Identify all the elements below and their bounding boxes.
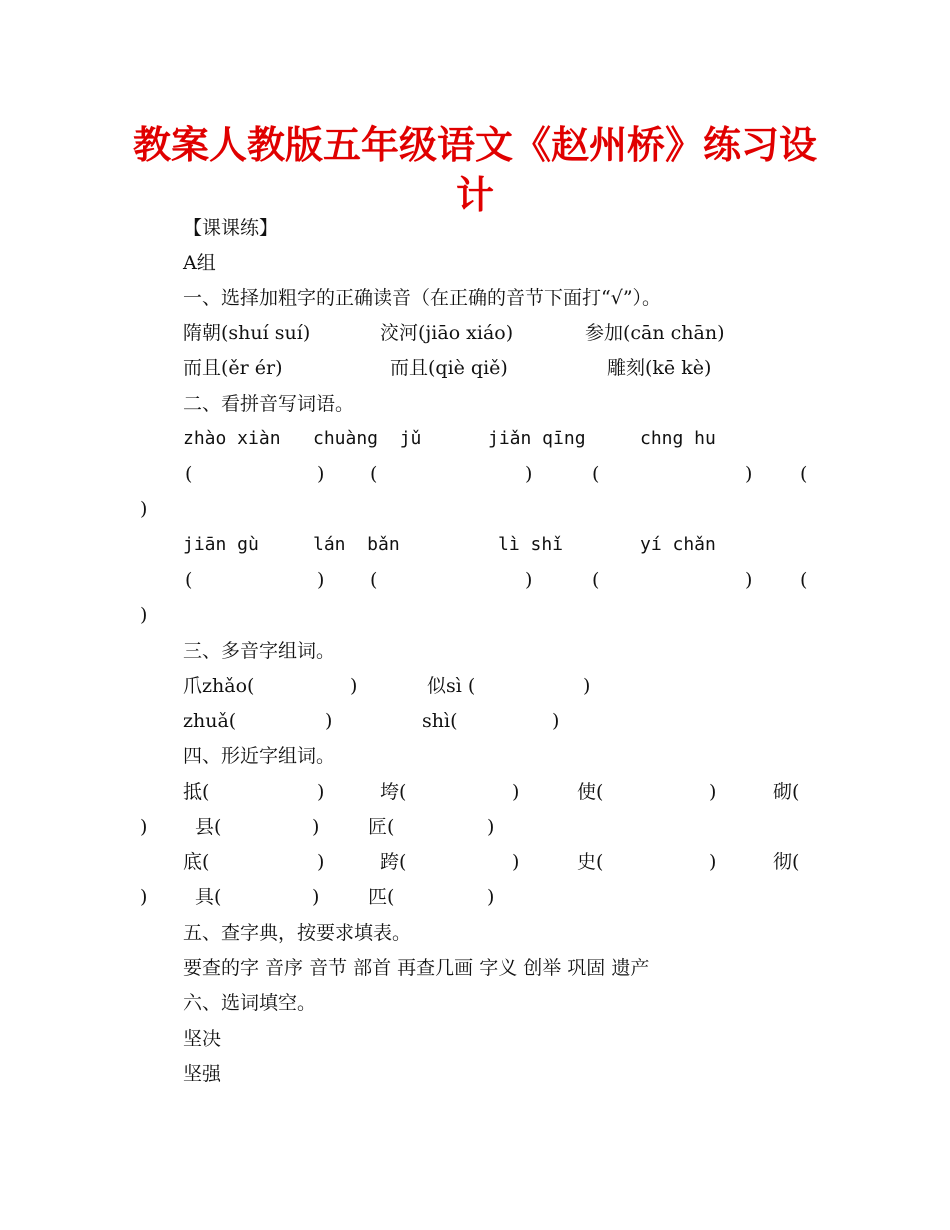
answer-blank-close: ) <box>525 463 533 485</box>
q4-item-close: ) <box>317 851 325 873</box>
document-title-line2: 计 <box>455 173 494 217</box>
pinyin-word: chuàng jǔ <box>313 428 422 449</box>
answer-blank-open[interactable]: ( <box>370 463 378 485</box>
q4-item-close: ) <box>487 816 495 838</box>
q4-item-close: ) <box>512 781 520 803</box>
q4-item-close: ) <box>487 886 495 908</box>
q1-item: 而且(qiè qiě) <box>390 357 508 379</box>
q4-item-open[interactable]: 抵( <box>183 781 210 803</box>
q4-heading: 四、形近字组词。 <box>183 745 336 767</box>
q4-item-close: ) <box>709 851 717 873</box>
q6-word: 坚强 <box>183 1063 222 1085</box>
q4-item-close: ) <box>317 781 325 803</box>
answer-blank-open[interactable]: ( <box>592 569 600 591</box>
q1-item: 隋朝(shuí suí) <box>183 322 311 344</box>
answer-blank-open[interactable]: ( <box>592 463 600 485</box>
q3-item-open[interactable]: 爪zhǎo( <box>183 675 255 697</box>
q4-item-open[interactable]: 彻( <box>773 851 800 873</box>
q4-item-open[interactable]: 具( <box>195 886 222 908</box>
q3-item-open[interactable]: shì( <box>422 710 458 732</box>
q4-item-close: ) <box>512 851 520 873</box>
answer-blank-open[interactable]: ( <box>185 569 193 591</box>
q4-item-close: ) <box>140 816 148 838</box>
q3-heading: 三、多音字组词。 <box>183 640 336 662</box>
q3-item-open[interactable]: 似sì ( <box>427 675 476 697</box>
q1-heading: 一、选择加粗字的正确读音（在正确的音节下面打“√”）。 <box>183 287 662 309</box>
document-title-line1: 教案人教版五年级语文《赵州桥》练习设 <box>132 123 817 167</box>
pinyin-word: yí chǎn <box>640 534 716 555</box>
pinyin-word: jiān gù <box>183 534 259 555</box>
q1-item: 而且(ěr ér) <box>183 357 283 379</box>
answer-blank-close: ) <box>317 569 325 591</box>
q3-item-close: ) <box>552 710 560 732</box>
q5-heading: 五、查字典，按要求填表。 <box>183 922 412 944</box>
q6-heading: 六、选词填空。 <box>183 992 317 1014</box>
q4-item-close: ) <box>709 781 717 803</box>
group-label: A组 <box>183 252 216 274</box>
q2-heading: 二、看拼音写词语。 <box>183 393 355 415</box>
q3-item-open[interactable]: zhuǎ( <box>183 710 237 732</box>
q4-item-open[interactable]: 垮( <box>380 781 407 803</box>
q4-item-open[interactable]: 底( <box>183 851 210 873</box>
pinyin-word: chng hu <box>640 428 716 449</box>
q4-item-close: ) <box>140 886 148 908</box>
q4-item-close: ) <box>312 886 320 908</box>
pinyin-word: jiǎn qīng <box>488 428 586 449</box>
q3-item-close: ) <box>325 710 333 732</box>
section-header: 【课课练】 <box>183 217 279 239</box>
q1-item: 雕刻(kē kè) <box>607 357 712 379</box>
q1-item: 洨河(jiāo xiáo) <box>380 322 514 344</box>
q4-item-open[interactable]: 使( <box>577 781 604 803</box>
answer-blank-close: ) <box>140 498 148 520</box>
answer-blank-close: ) <box>140 604 148 626</box>
q3-item-close: ) <box>583 675 591 697</box>
answer-blank-open[interactable]: ( <box>370 569 378 591</box>
q5-table-row: 要查的字 音序 音节 部首 再查几画 字义 创举 巩固 遗产 <box>183 957 650 979</box>
q3-item-close: ) <box>350 675 358 697</box>
q1-item: 参加(cān chān) <box>585 322 725 344</box>
answer-blank-open[interactable]: ( <box>800 569 808 591</box>
pinyin-word: zhào xiàn <box>183 428 281 449</box>
q4-item-open[interactable]: 史( <box>577 851 604 873</box>
q4-item-open[interactable]: 匹( <box>368 886 395 908</box>
pinyin-word: lì shǐ <box>498 534 564 555</box>
answer-blank-close: ) <box>525 569 533 591</box>
q4-item-open[interactable]: 跨( <box>380 851 407 873</box>
q4-item-open[interactable]: 县( <box>195 816 222 838</box>
q4-item-open[interactable]: 砌( <box>773 781 800 803</box>
q4-item-open[interactable]: 匠( <box>368 816 395 838</box>
answer-blank-close: ) <box>317 463 325 485</box>
q6-word: 坚决 <box>183 1028 222 1050</box>
pinyin-word: lán bǎn <box>313 534 400 555</box>
q4-item-close: ) <box>312 816 320 838</box>
answer-blank-close: ) <box>745 569 753 591</box>
answer-blank-close: ) <box>745 463 753 485</box>
answer-blank-open[interactable]: ( <box>185 463 193 485</box>
answer-blank-open[interactable]: ( <box>800 463 808 485</box>
